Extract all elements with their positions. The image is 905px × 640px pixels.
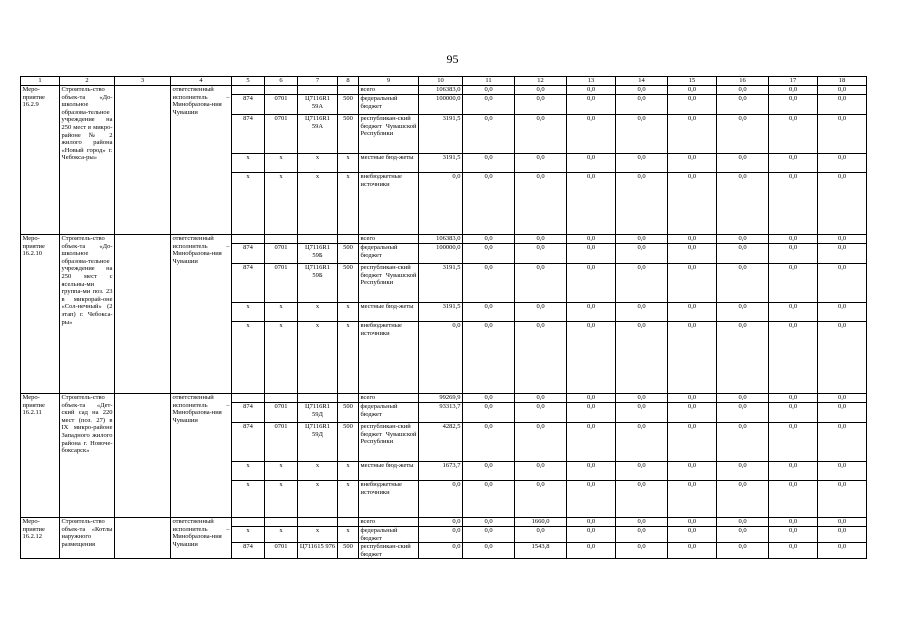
amount-cell: 0,0 [419,322,463,394]
amount-cell: 0,0 [717,244,769,264]
amount-cell: 0,0 [769,403,818,423]
amount-cell: 0,0 [717,527,769,543]
code-type-cell [338,86,359,95]
column-header: 6 [265,77,298,86]
funding-source-cell: внебюджетные источники [359,481,419,518]
code-section-cell: x [265,322,298,394]
amount-cell: 0,0 [567,394,616,403]
amount-cell: 0,0 [818,462,867,481]
code-section-cell: x [265,173,298,235]
code-section-cell: 0701 [265,403,298,423]
amount-cell: 0,0 [769,481,818,518]
code-target-cell [298,235,338,244]
table-body [21,77,867,559]
measure-cell: Меро-приятие 16.2.11 [21,394,60,518]
amount-cell: 0,0 [668,322,717,394]
column-header: 15 [668,77,717,86]
code-type-cell: x [338,322,359,394]
amount-cell: 0,0 [616,394,668,403]
amount-cell: 0,0 [463,235,515,244]
amount-cell: 0,0 [567,518,616,527]
amount-cell: 0,0 [769,235,818,244]
amount-cell: 0,0 [769,264,818,303]
amount-cell: 0,0 [769,154,818,173]
amount-cell: 0,0 [818,115,867,154]
empty-cell [115,394,171,518]
amount-cell: 0,0 [668,518,717,527]
amount-cell: 0,0 [515,154,567,173]
amount-cell: 0,0 [769,95,818,115]
amount-cell: 0,0 [463,527,515,543]
code-type-cell: 500 [338,543,359,559]
amount-cell: 0,0 [463,86,515,95]
column-header: 11 [463,77,515,86]
amount-cell: 0,0 [616,235,668,244]
amount-cell: 0,0 [668,86,717,95]
amount-cell: 0,0 [717,235,769,244]
column-header: 9 [359,77,419,86]
amount-cell: 0,0 [463,543,515,559]
executor-cell: ответственный исполнитель – Минобразова-ния Чувашии [171,86,232,235]
code-target-cell: x [298,173,338,235]
amount-cell: 0,0 [668,115,717,154]
amount-cell: 0,0 [717,154,769,173]
code-grbs-cell [232,518,265,527]
amount-cell: 4282,5 [419,423,463,462]
amount-cell: 0,0 [616,244,668,264]
code-target-cell [298,518,338,527]
amount-cell: 0,0 [463,394,515,403]
executor-cell: ответственный исполнитель – Минобразова-ния Чувашии [171,235,232,394]
column-header: 2 [60,77,115,86]
amount-cell: 0,0 [769,115,818,154]
column-header: 18 [818,77,867,86]
amount-cell: 0,0 [717,264,769,303]
code-grbs-cell: 874 [232,403,265,423]
amount-cell: 0,0 [616,303,668,322]
amount-cell: 0,0 [668,423,717,462]
funding-source-cell: местные бюд-жеты [359,303,419,322]
amount-cell: 0,0 [567,86,616,95]
amount-cell: 0,0 [616,154,668,173]
amount-cell: 0,0 [616,543,668,559]
code-type-cell: x [338,303,359,322]
amount-cell: 0,0 [515,462,567,481]
amount-cell: 0,0 [616,173,668,235]
amount-cell: 0,0 [616,481,668,518]
amount-cell: 106383,0 [419,86,463,95]
amount-cell: 0,0 [567,235,616,244]
table-row [21,86,867,95]
funding-source-cell: всего [359,394,419,403]
amount-cell: 0,0 [769,244,818,264]
code-grbs-cell: x [232,527,265,543]
code-section-cell: 0701 [265,423,298,462]
amount-cell: 0,0 [463,462,515,481]
code-section-cell: 0701 [265,543,298,559]
amount-cell: 0,0 [616,403,668,423]
code-target-cell: Ц7116R1 59А [298,95,338,115]
amount-cell: 0,0 [668,394,717,403]
code-grbs-cell: x [232,154,265,173]
amount-cell: 0,0 [515,235,567,244]
amount-cell: 93313,7 [419,403,463,423]
table-row [21,518,867,527]
funding-source-cell: федеральный бюджет [359,527,419,543]
column-header: 13 [567,77,616,86]
amount-cell: 0,0 [717,95,769,115]
amount-cell: 0,0 [515,394,567,403]
code-type-cell: x [338,173,359,235]
code-section-cell: 0701 [265,244,298,264]
empty-cell [115,86,171,235]
code-section-cell: x [265,154,298,173]
amount-cell: 0,0 [463,115,515,154]
amount-cell: 0,0 [668,235,717,244]
measure-cell: Меро-приятие 16.2.12 [21,518,60,559]
code-type-cell: 500 [338,423,359,462]
amount-cell: 0,0 [463,264,515,303]
amount-cell: 0,0 [419,173,463,235]
code-target-cell: x [298,322,338,394]
amount-cell: 106383,0 [419,235,463,244]
amount-cell: 0,0 [818,403,867,423]
amount-cell: 0,0 [515,115,567,154]
amount-cell: 0,0 [668,173,717,235]
code-type-cell: 500 [338,403,359,423]
amount-cell: 3191,5 [419,115,463,154]
column-number-row [21,77,867,86]
funding-source-cell: всего [359,235,419,244]
amount-cell: 0,0 [463,481,515,518]
amount-cell: 0,0 [668,543,717,559]
amount-cell: 0,0 [717,481,769,518]
amount-cell: 0,0 [769,543,818,559]
executor-cell: ответственный исполнитель – Минобразова-ния Чувашии [171,394,232,518]
code-target-cell [298,394,338,403]
amount-cell: 0,0 [567,264,616,303]
amount-cell: 0,0 [616,115,668,154]
measure-cell: Меро-приятие 16.2.9 [21,86,60,235]
code-type-cell: 500 [338,115,359,154]
amount-cell: 0,0 [616,518,668,527]
column-header: 17 [769,77,818,86]
amount-cell: 100000,0 [419,244,463,264]
amount-cell: 0,0 [818,154,867,173]
amount-cell: 0,0 [463,244,515,264]
amount-cell: 0,0 [515,527,567,543]
amount-cell: 0,0 [769,303,818,322]
amount-cell: 0,0 [769,527,818,543]
code-target-cell [298,86,338,95]
empty-cell [115,518,171,559]
code-section-cell [265,86,298,95]
amount-cell: 0,0 [818,235,867,244]
amount-cell: 100000,0 [419,95,463,115]
funding-source-cell: федеральный бюджет [359,95,419,115]
amount-cell: 0,0 [567,322,616,394]
amount-cell: 0,0 [567,154,616,173]
object-cell: Строитель-ство объек-та «Дет-ский сад на 220 мест (поз. 27) в IX микро-районе Западного жилого района г. Новоче-боксарск» [60,394,115,518]
code-grbs-cell: 874 [232,543,265,559]
amount-cell: 0,0 [769,86,818,95]
code-section-cell: 0701 [265,115,298,154]
code-grbs-cell: x [232,303,265,322]
code-target-cell: x [298,462,338,481]
amount-cell: 0,0 [515,403,567,423]
code-target-cell: Ц7116R1 59Б [298,244,338,264]
funding-source-cell: всего [359,518,419,527]
amount-cell: 0,0 [818,394,867,403]
amount-cell: 0,0 [567,543,616,559]
code-type-cell: 500 [338,244,359,264]
amount-cell: 0,0 [668,481,717,518]
amount-cell: 0,0 [818,518,867,527]
amount-cell: 0,0 [717,518,769,527]
executor-cell: ответственный исполнитель – Минобразова-ния Чувашии [171,518,232,559]
code-type-cell: x [338,527,359,543]
object-cell: Строитель-ство объек-та «До-школьное образова-тельное учреждение на 250 мест с ясельны-ми группа-ми поз. 23 в микрорай-оне «Сол-нечный» (2 этап) г. Чебокса-ры» [60,235,115,394]
amount-cell: 0,0 [668,264,717,303]
amount-cell: 0,0 [717,86,769,95]
amount-cell: 0,0 [769,423,818,462]
code-grbs-cell: x [232,462,265,481]
code-section-cell: 0701 [265,95,298,115]
amount-cell: 0,0 [769,173,818,235]
column-header: 5 [232,77,265,86]
amount-cell: 0,0 [419,527,463,543]
amount-cell: 0,0 [616,95,668,115]
measure-cell: Меро-приятие 16.2.10 [21,235,60,394]
funding-source-cell: республикан-ский бюджет Чувашской Республики [359,423,419,462]
amount-cell: 0,0 [818,543,867,559]
code-grbs-cell: x [232,322,265,394]
table-row [21,235,867,244]
amount-cell: 0,0 [515,86,567,95]
amount-cell: 0,0 [463,518,515,527]
amount-cell: 0,0 [717,462,769,481]
amount-cell: 0,0 [668,527,717,543]
code-target-cell: x [298,481,338,518]
amount-cell: 0,0 [463,173,515,235]
code-grbs-cell: 874 [232,95,265,115]
table-row [21,394,867,403]
amount-cell: 0,0 [567,95,616,115]
funding-source-cell: местные бюд-жеты [359,154,419,173]
amount-cell: 1660,0 [515,518,567,527]
funding-source-cell: федеральный бюджет [359,244,419,264]
funding-source-cell: местные бюд-жеты [359,462,419,481]
code-grbs-cell [232,235,265,244]
code-target-cell: Ц7116R1 59Д [298,423,338,462]
code-grbs-cell [232,394,265,403]
amount-cell: 0,0 [818,264,867,303]
amount-cell: 0,0 [515,95,567,115]
amount-cell: 0,0 [515,264,567,303]
code-type-cell [338,394,359,403]
code-target-cell: x [298,154,338,173]
amount-cell: 0,0 [567,303,616,322]
amount-cell: 1673,7 [419,462,463,481]
object-cell: Строитель-ство объек-та «Котлы наружного размещения [60,518,115,559]
amount-cell: 0,0 [567,527,616,543]
code-type-cell: x [338,154,359,173]
code-section-cell [265,518,298,527]
column-header: 7 [298,77,338,86]
code-type-cell [338,518,359,527]
amount-cell: 0,0 [818,86,867,95]
budget-table [20,76,867,559]
amount-cell: 1543,8 [515,543,567,559]
amount-cell: 0,0 [463,423,515,462]
code-grbs-cell: x [232,481,265,518]
amount-cell: 0,0 [717,394,769,403]
amount-cell: 0,0 [616,264,668,303]
code-target-cell: Ц7116R1 59Д [298,403,338,423]
amount-cell: 0,0 [463,95,515,115]
amount-cell: 0,0 [717,423,769,462]
amount-cell: 0,0 [515,481,567,518]
amount-cell: 0,0 [818,481,867,518]
amount-cell: 0,0 [463,154,515,173]
column-header: 16 [717,77,769,86]
amount-cell: 0,0 [463,303,515,322]
code-grbs-cell: 874 [232,264,265,303]
amount-cell: 0,0 [616,527,668,543]
funding-source-cell: республикан-ский бюджет Чувашской Республики [359,115,419,154]
amount-cell: 0,0 [616,86,668,95]
column-header: 1 [21,77,60,86]
amount-cell: 0,0 [717,543,769,559]
amount-cell: 0,0 [616,462,668,481]
page-number: 95 [446,52,459,66]
amount-cell: 0,0 [717,403,769,423]
code-type-cell: x [338,462,359,481]
column-header: 12 [515,77,567,86]
amount-cell: 0,0 [567,173,616,235]
amount-cell: 0,0 [419,543,463,559]
amount-cell: 0,0 [769,394,818,403]
code-type-cell [338,235,359,244]
amount-cell: 0,0 [769,518,818,527]
code-target-cell: x [298,303,338,322]
amount-cell: 0,0 [717,322,769,394]
amount-cell: 0,0 [567,423,616,462]
amount-cell: 0,0 [818,173,867,235]
code-grbs-cell: x [232,173,265,235]
funding-source-cell: внебюджетные источники [359,322,419,394]
code-section-cell: x [265,527,298,543]
amount-cell: 0,0 [668,403,717,423]
amount-cell: 0,0 [818,527,867,543]
amount-cell: 0,0 [567,244,616,264]
code-target-cell: Ц711615 976 [298,543,338,559]
amount-cell: 0,0 [668,154,717,173]
funding-source-cell: внебюджетные источники [359,173,419,235]
code-section-cell [265,235,298,244]
code-grbs-cell: 874 [232,423,265,462]
amount-cell: 0,0 [567,462,616,481]
funding-source-cell: федеральный бюджет [359,403,419,423]
amount-cell: 0,0 [515,303,567,322]
amount-cell: 3191,5 [419,264,463,303]
funding-source-cell: республикан-ский бюджет Чувашской Республики [359,264,419,303]
amount-cell: 0,0 [515,173,567,235]
object-cell: Строитель-ство объек-та «До-школьное образова-тельное учреждение на 250 мест в микро-районе № 2 жилого района «Новый город» г. Чебокса-ры» [60,86,115,235]
code-grbs-cell: 874 [232,244,265,264]
amount-cell: 0,0 [463,322,515,394]
amount-cell: 0,0 [463,403,515,423]
amount-cell: 0,0 [717,173,769,235]
amount-cell: 0,0 [419,481,463,518]
column-header: 14 [616,77,668,86]
amount-cell: 0,0 [567,115,616,154]
amount-cell: 0,0 [818,423,867,462]
column-header: 8 [338,77,359,86]
code-type-cell: 500 [338,264,359,303]
amount-cell: 0,0 [616,322,668,394]
code-type-cell: 500 [338,95,359,115]
column-header: 10 [419,77,463,86]
amount-cell: 0,0 [668,244,717,264]
funding-source-cell: всего [359,86,419,95]
empty-cell [115,235,171,394]
code-section-cell: 0701 [265,264,298,303]
amount-cell: 0,0 [515,244,567,264]
amount-cell: 0,0 [769,322,818,394]
amount-cell: 0,0 [668,95,717,115]
amount-cell: 0,0 [419,518,463,527]
amount-cell: 3191,5 [419,303,463,322]
amount-cell: 99269,9 [419,394,463,403]
code-target-cell: Ц7116R1 59А [298,115,338,154]
amount-cell: 0,0 [818,244,867,264]
code-section-cell: x [265,462,298,481]
amount-cell: 0,0 [668,462,717,481]
code-section-cell: x [265,481,298,518]
funding-source-cell: республикан-ский бюджет [359,543,419,559]
code-grbs-cell [232,86,265,95]
code-section-cell [265,394,298,403]
amount-cell: 0,0 [567,403,616,423]
code-type-cell: x [338,481,359,518]
amount-cell: 0,0 [668,303,717,322]
code-grbs-cell: 874 [232,115,265,154]
amount-cell: 0,0 [818,95,867,115]
amount-cell: 0,0 [616,423,668,462]
code-target-cell: x [298,527,338,543]
amount-cell: 0,0 [515,322,567,394]
amount-cell: 0,0 [515,423,567,462]
code-target-cell: Ц7116R1 59Б [298,264,338,303]
amount-cell: 0,0 [717,303,769,322]
amount-cell: 0,0 [769,462,818,481]
code-section-cell: x [265,303,298,322]
amount-cell: 3191,5 [419,154,463,173]
amount-cell: 0,0 [717,115,769,154]
column-header: 4 [171,77,232,86]
column-header: 3 [115,77,171,86]
amount-cell: 0,0 [818,322,867,394]
amount-cell: 0,0 [567,481,616,518]
amount-cell: 0,0 [818,303,867,322]
